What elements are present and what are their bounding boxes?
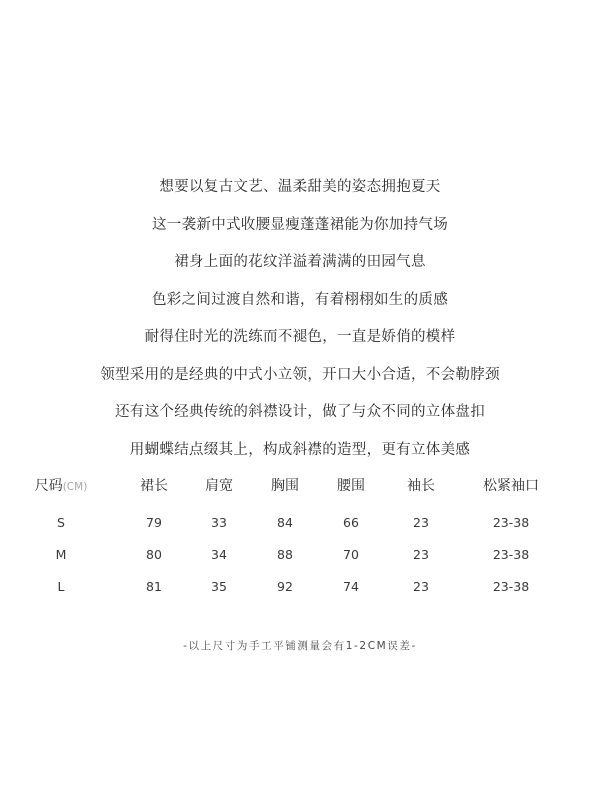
cell-waist: 74 <box>343 578 359 594</box>
cell-cuff: 23-38 <box>492 546 530 562</box>
description-line: 裙身上面的花纹洋溢着满满的田园气息 <box>174 254 426 270</box>
header-cuff: 松紧袖口 <box>483 478 539 494</box>
cell-waist: 70 <box>343 546 359 562</box>
description-line: 领型采用的是经典的中式小立领，开口大小合适，不会勒脖颈 <box>100 366 500 383</box>
cell-length: 79 <box>146 514 162 530</box>
description-line: 这一袭新中式收腰显瘦蓬蓬裙能为你加持气场 <box>152 216 448 233</box>
measurement-note: -以上尺寸为手工平铺测量会有1-2CM误差- <box>183 640 417 652</box>
cell-chest: 88 <box>277 546 293 562</box>
cell-cuff: 23-38 <box>492 578 530 594</box>
product-description <box>0 176 600 476</box>
cell-size: M <box>55 546 67 562</box>
cell-shoulder: 33 <box>211 514 227 530</box>
cell-chest: 84 <box>277 514 293 530</box>
cell-size: S <box>57 514 65 530</box>
size-row-s <box>0 506 600 538</box>
header-waist: 腰围 <box>337 478 365 494</box>
header-size-unit: (CM) <box>62 481 88 493</box>
header-size <box>0 474 122 506</box>
description-line: 耐得住时光的洗练而不褪色，一直是娇俏的模样 <box>144 329 456 345</box>
header-sleeve: 袖长 <box>407 478 435 494</box>
cell-sleeve: 23 <box>413 514 429 530</box>
cell-sleeve: 23 <box>413 578 429 594</box>
description-line: 还有这个经典传统的斜襟设计，做了与众不同的立体盘扣 <box>115 404 485 420</box>
cell-size: L <box>57 578 65 594</box>
header-length: 裙长 <box>140 478 168 494</box>
description-line: 想要以复古文艺、温柔甜美的姿态拥抱夏天 <box>159 179 441 195</box>
header-size-label: 尺码 <box>34 478 63 494</box>
size-chart-table <box>0 474 600 602</box>
description-line: 色彩之间过渡自然和谐，有着栩栩如生的质感 <box>152 291 448 308</box>
description-line: 用蝴蝶结点缀其上，构成斜襟的造型，更有立体美感 <box>129 441 471 458</box>
cell-length: 81 <box>146 578 162 594</box>
cell-waist: 66 <box>343 514 359 530</box>
size-row-m <box>0 538 600 570</box>
cell-chest: 92 <box>277 578 293 594</box>
header-chest: 胸围 <box>271 478 299 494</box>
size-row-l <box>0 570 600 602</box>
cell-cuff: 23-38 <box>492 514 530 530</box>
cell-length: 80 <box>146 546 162 562</box>
size-chart-header-row <box>0 474 600 506</box>
header-shoulder: 肩宽 <box>205 478 233 494</box>
cell-shoulder: 35 <box>211 578 227 594</box>
cell-sleeve: 23 <box>413 546 429 562</box>
cell-shoulder: 34 <box>211 546 227 562</box>
